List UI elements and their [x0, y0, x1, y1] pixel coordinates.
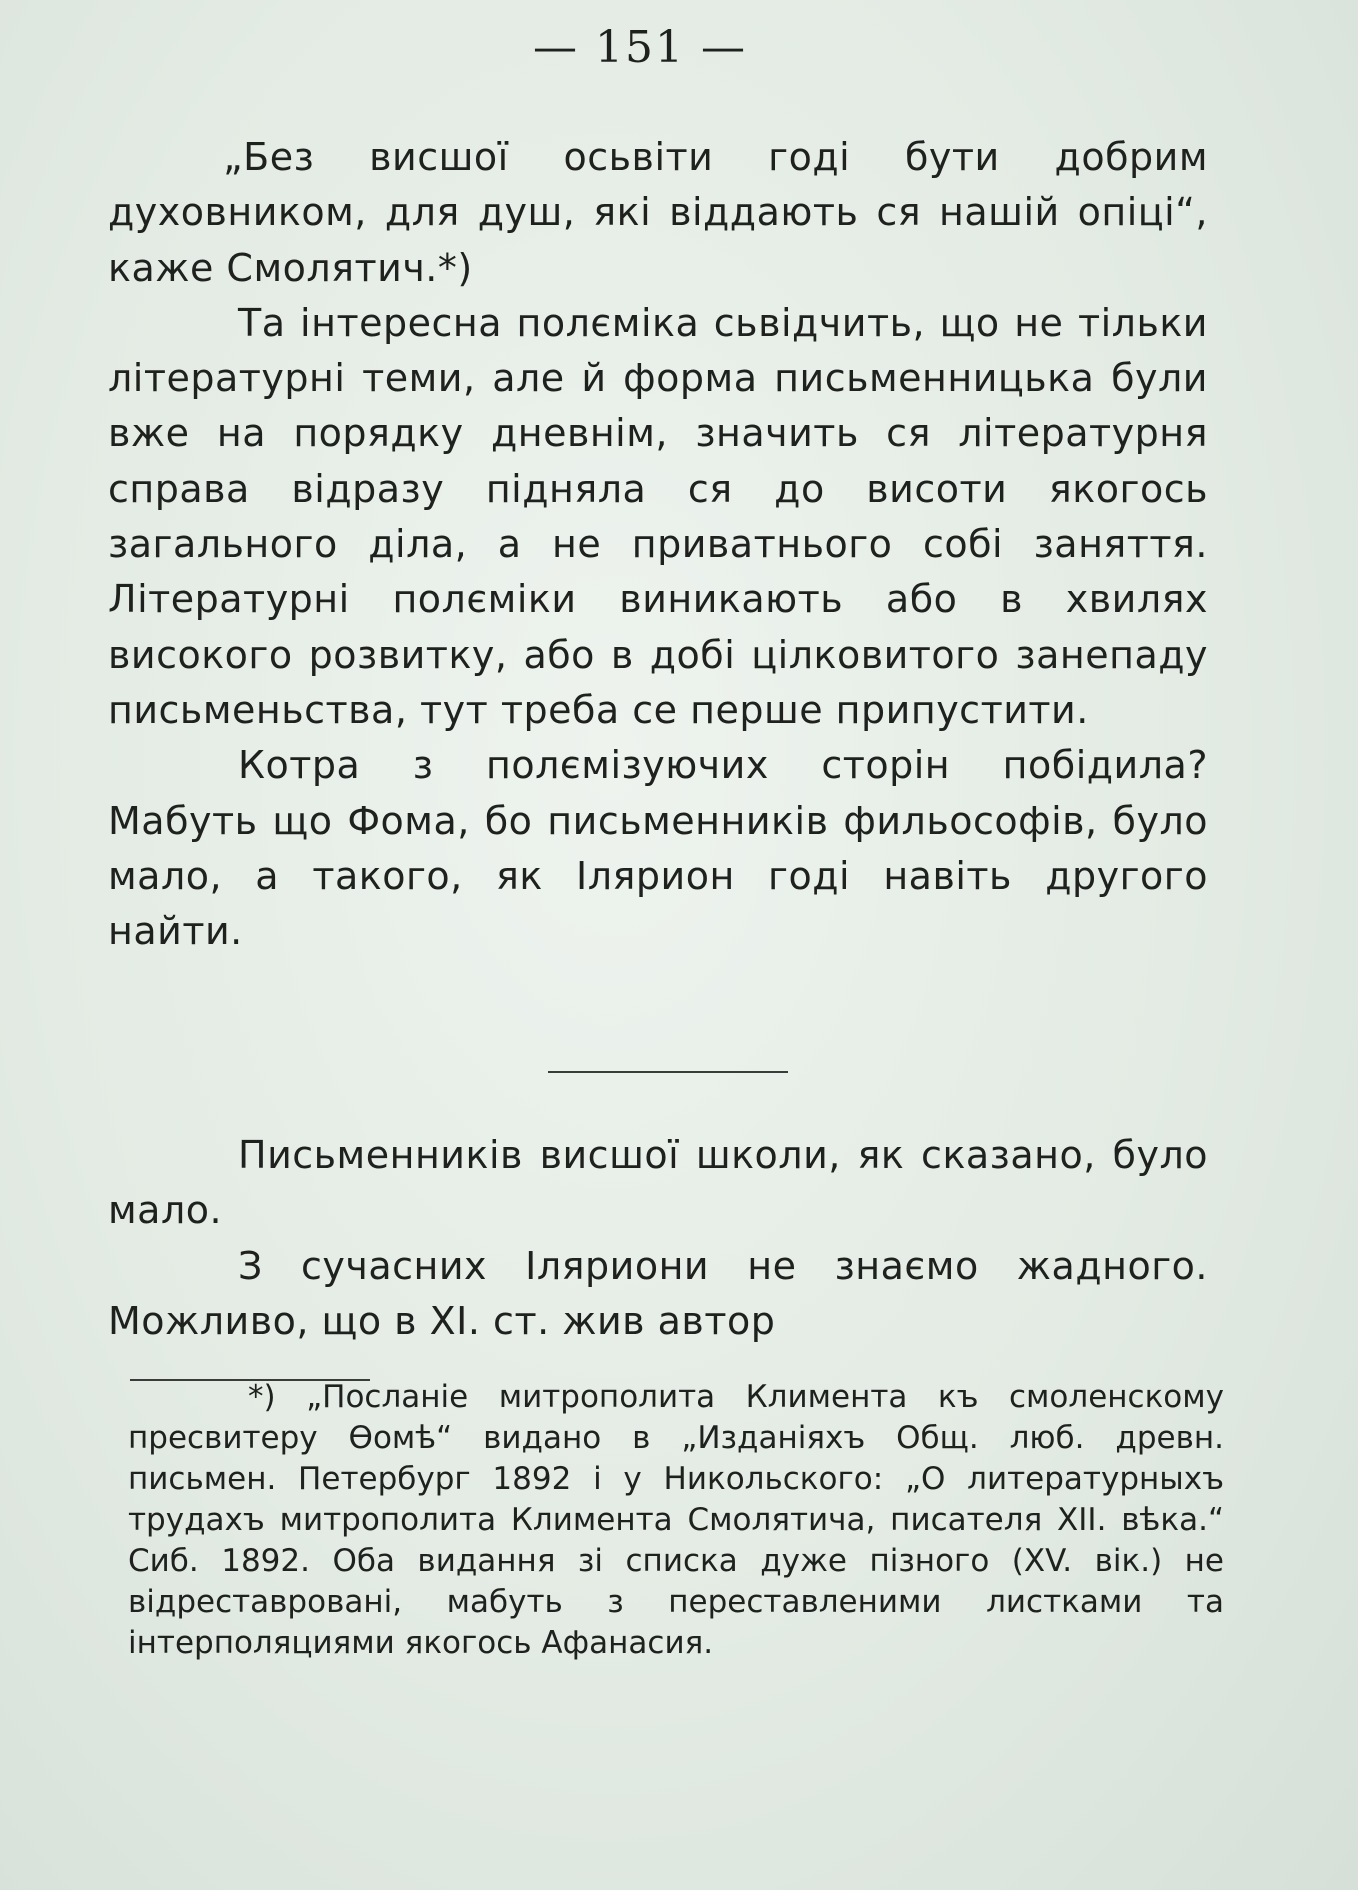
paragraph-polemic: Та інтересна полєміка сьвідчить, що не тільки літературні теми, але й форма письменницька були вже на порядку дневнім, значить ся літературня справа відразу підняла ся до висоти якогось загального діла, а не приватнього собі заняття. Літературні полєміки виникають або в хвилях високого розвитку, або в добі цілковитого занепаду письменьства, тут треба се перше припустити.	[108, 300, 1208, 732]
footnote-text: *) „Посланіе митрополита Климента къ смоленскому пресвитеру Ѳомѣ“ видано в „Изданіяхъ Общ. люб. древн. письмен. Петербург 1892 і у Никольского: „О литературныхъ трудахъ митрополита Климента Смолятича, писателя XII. вѣка.“ Сиб. 1892. Оба видання зі списка дуже пізного (XV. вік.) не відреставровані, мабуть з переставленими листками та інтерполяциями якогось Афанасия.	[128, 1379, 1224, 1661]
section-divider	[548, 1071, 788, 1073]
main-text-block	[108, 130, 1208, 959]
page-number: — 151 —	[533, 22, 747, 73]
paragraph-contemporaries: З сучасних Іляриони не знаємо жадного. Можливо, що в XI. ст. жив автор	[108, 1243, 1208, 1343]
paragraph-quote: „Без висшої осьвіти годі бути добрим духовником, для душ, які віддають ся нашій опіці“, каже Смолятич.*)	[108, 135, 1208, 290]
paragraph-writers: Письменників висшої школи, як сказано, було мало.	[108, 1133, 1208, 1233]
second-section-block	[108, 1128, 1208, 1349]
paragraph-question: Котра з полємізуючих сторін побідила? Мабуть що Фома, бо письменників фильософів, було мало, а такого, як Ілярион годі навіть другого найти.	[108, 743, 1208, 954]
footnote-block	[128, 1377, 1224, 1664]
